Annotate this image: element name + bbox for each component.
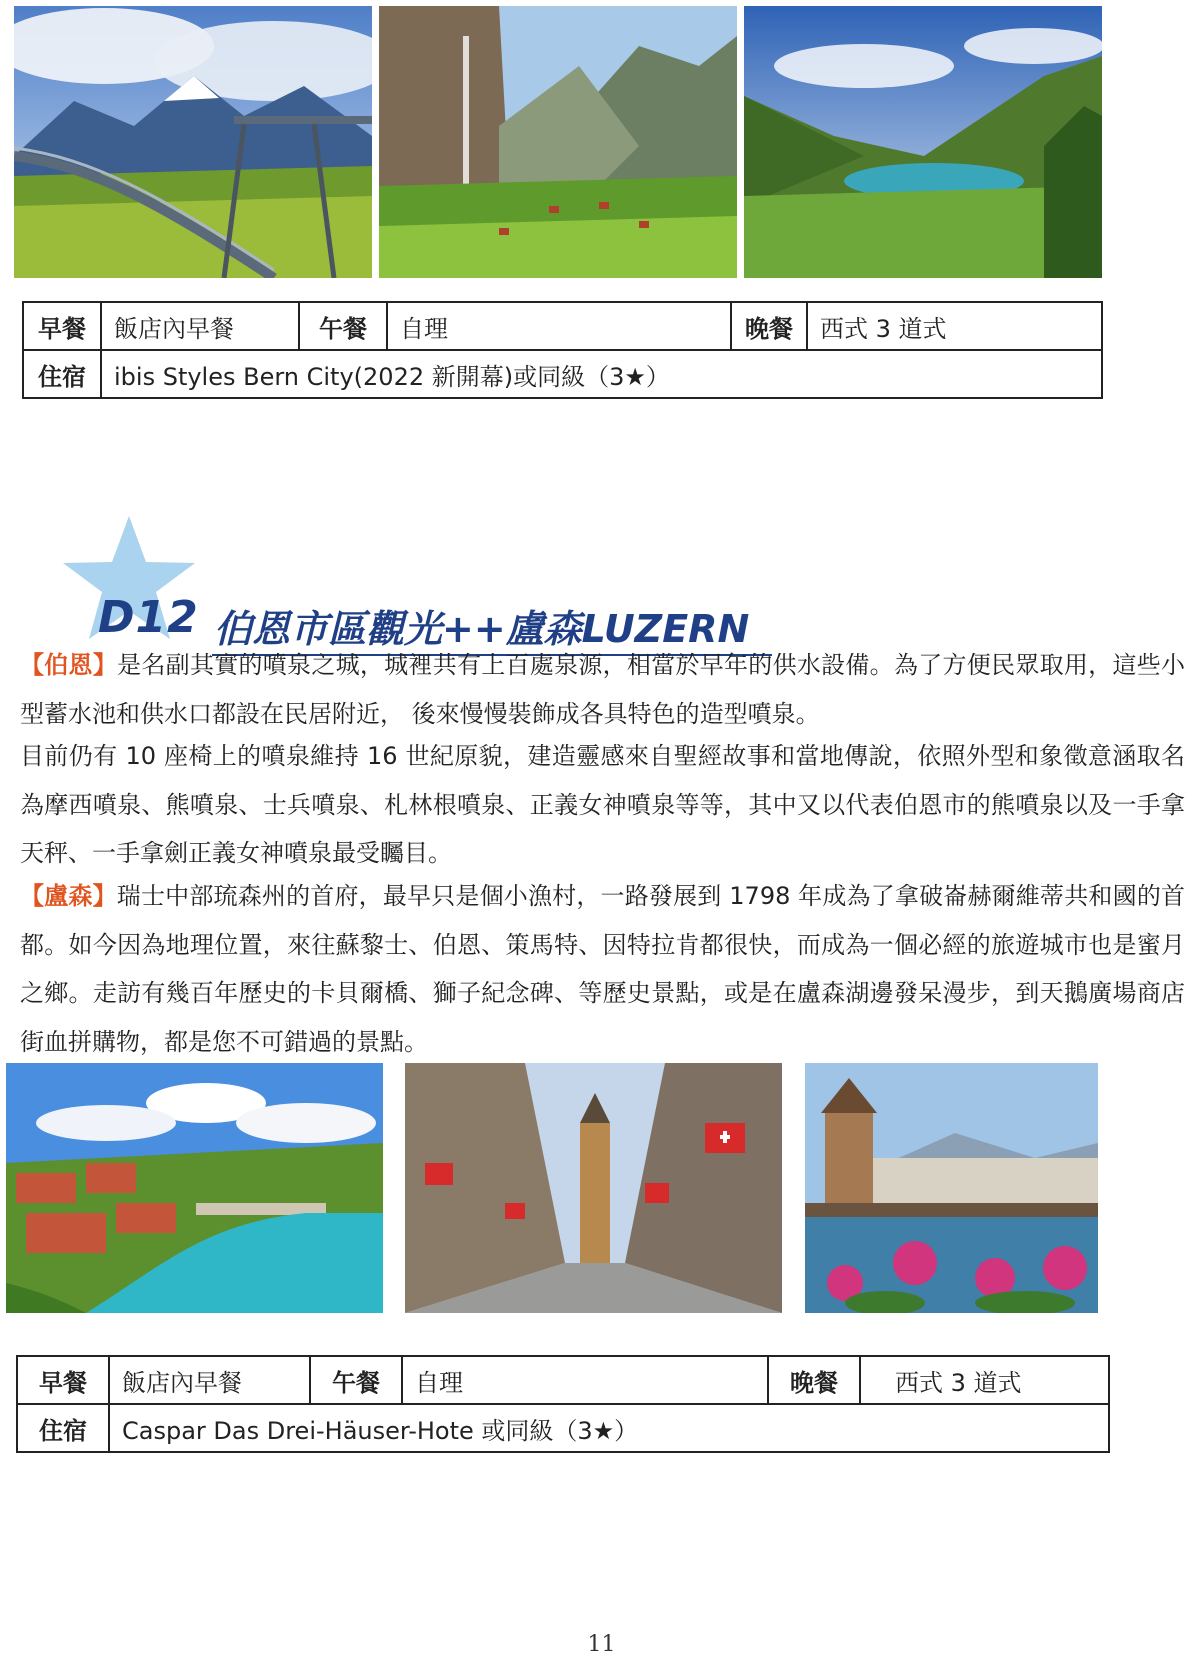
dinner-value: 西式 3 道式 xyxy=(860,1356,1109,1404)
luzern-text: 瑞士中部琉森州的首府，最早只是個小漁村，一路發展到 1798 年成為了拿破崙赫爾維蒂共和國的首都。如今因為地理位置，來往蘇黎士、伯恩、策馬特、因特拉肯都很快，而成為一個必經的旅遊城市也是蜜月之鄉。走訪有幾百年歷史的卡貝爾橋、獅子紀念碑、等歷史景點，或是在盧森湖邊發呆漫步，到天鵝廣場商店街血拼購物，都是您不可錯過的景點。 xyxy=(20,882,1186,1056)
photo-lake-valley xyxy=(744,6,1102,278)
dinner-label: 晚餐 xyxy=(768,1356,860,1404)
breakfast-label: 早餐 xyxy=(17,1356,109,1404)
lunch-value: 自理 xyxy=(402,1356,768,1404)
dinner-label: 晚餐 xyxy=(731,302,807,350)
dinner-value: 西式 3 道式 xyxy=(807,302,1102,350)
top-meal-table xyxy=(22,301,1103,399)
hotel-row xyxy=(17,1404,1109,1452)
luzern-tag: 【盧森】 xyxy=(20,882,117,910)
breakfast-value: 飯店內早餐 xyxy=(101,302,299,350)
bern-tag: 【伯恩】 xyxy=(20,651,118,679)
photo-mountain-cliff-walk xyxy=(14,6,372,278)
hotel-value: Caspar Das Drei-Häuser-Hote 或同級（3★） xyxy=(109,1404,1109,1452)
bern-text-2: 目前仍有 10 座椅上的噴泉維持 16 世紀原貌，建造靈感來自聖經故事和當地傳說，依照外型和象徵意涵取名為摩西噴泉、熊噴泉、士兵噴泉、札林根噴泉、正義女神噴泉等等，其中又以代表伯恩市的熊噴泉以及一手拿天秤、一手拿劍正義女神噴泉最受矚目。 xyxy=(20,742,1185,867)
hotel-label: 住宿 xyxy=(17,1404,109,1452)
page-number: 11 xyxy=(587,1632,616,1657)
bern-paragraph xyxy=(20,641,1185,738)
photo-bern-old-town-street xyxy=(405,1063,782,1313)
lunch-label: 午餐 xyxy=(299,302,387,350)
photo-lauterbrunnen-valley xyxy=(379,6,737,278)
lunch-label: 午餐 xyxy=(310,1356,402,1404)
meal-row xyxy=(17,1356,1109,1404)
photo-bern-river xyxy=(6,1063,383,1313)
lunch-value: 自理 xyxy=(387,302,731,350)
photo-chapel-bridge-lake xyxy=(805,1063,1098,1313)
hotel-value: ibis Styles Bern City(2022 新開幕)或同級（3★） xyxy=(101,350,1102,398)
hotel-label: 住宿 xyxy=(23,350,101,398)
bern-text: 是名副其實的噴泉之城，城裡共有上百處泉源，相當於早年的供水設備。為了方便民眾取用，這些小型蓄水池和供水口都設在民居附近， 後來慢慢裝飾成各具特色的造型噴泉。 xyxy=(20,651,1185,728)
day-code: D12 xyxy=(98,592,199,643)
hotel-row xyxy=(23,350,1102,398)
luzern-paragraph xyxy=(20,872,1185,1066)
breakfast-label: 早餐 xyxy=(23,302,101,350)
day-title: 伯恩市區觀光++盧森LUZERN xyxy=(214,607,750,651)
meal-row xyxy=(23,302,1102,350)
bern-paragraph-2 xyxy=(20,732,1185,878)
breakfast-value: 飯店內早餐 xyxy=(109,1356,310,1404)
bottom-meal-table xyxy=(16,1355,1110,1453)
